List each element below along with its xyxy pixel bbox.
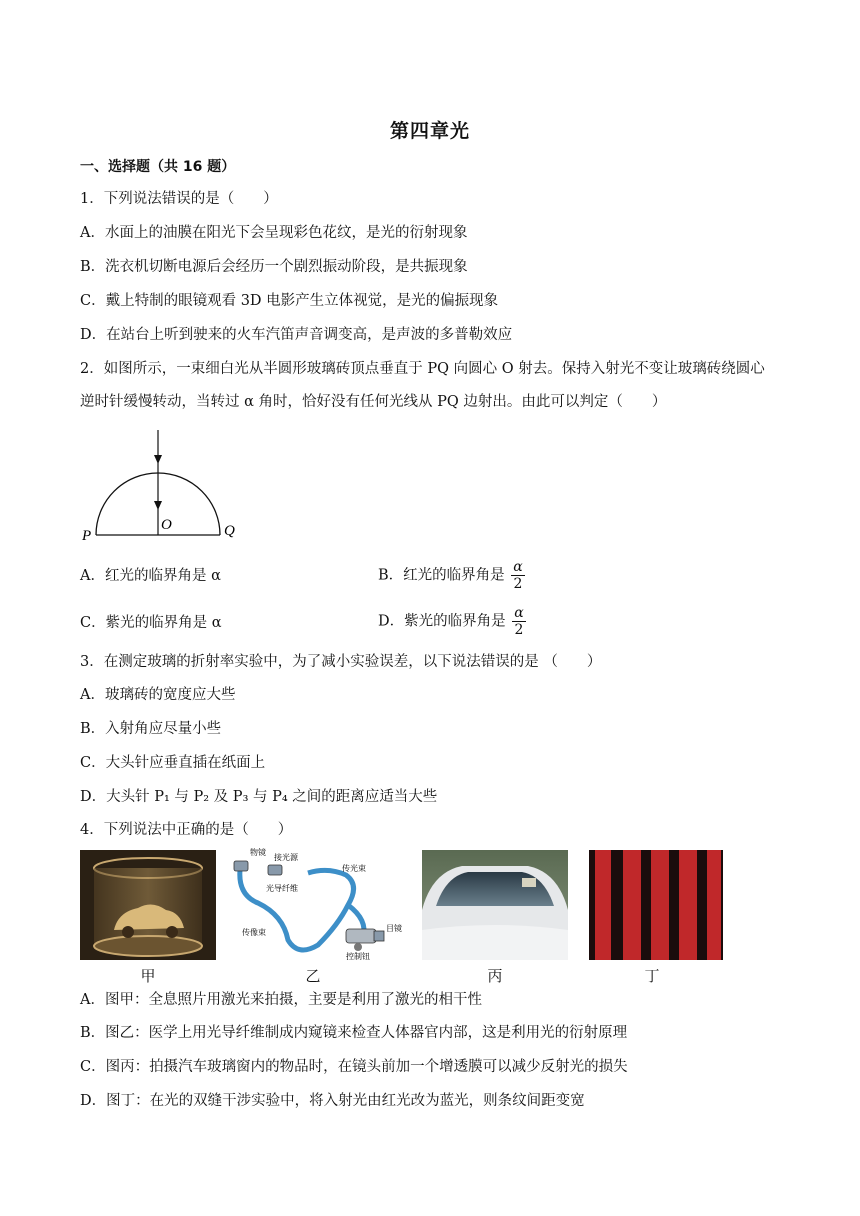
label-light-source: 接光源 <box>274 853 298 862</box>
q3-option-d: D．大头针 P₁ 与 P₂ 及 P₃ 与 P₄ 之间的距离应适当大些 <box>80 789 438 805</box>
q2-option-a: A．红光的临界角是 α <box>80 568 221 584</box>
interference-fringes-image <box>589 850 723 960</box>
q4-stem: 4．下列说法中正确的是（ ） <box>80 822 293 838</box>
ray-arrow-upper <box>154 455 162 464</box>
caption-ding: 丁 <box>644 967 660 985</box>
label-control: 控制钮 <box>346 952 370 960</box>
q3-option-c: C．大头针应垂直插在纸面上 <box>80 755 266 771</box>
light-source-connector-icon <box>268 865 282 875</box>
q4-option-d: D．图丁：在光的双缝干涉实验中，将入射光由红光改为蓝光，则条纹间距变宽 <box>80 1093 585 1109</box>
section-heading: 一、选择题（共 16 题） <box>80 159 236 175</box>
q2-stem-line2: 逆时针缓慢转动，当转过 α 角时，恰好没有任何光线从 PQ 边射出。由此可以判定（ ） <box>80 394 667 410</box>
label-eyepiece: 目镜 <box>386 924 402 933</box>
q1-option-c: C．戴上特制的眼镜观看 3D 电影产生立体视觉，是光的偏振现象 <box>80 293 499 309</box>
hologram-car-illustration <box>80 850 216 960</box>
q2-option-d-text: D．紫光的临界角是 <box>378 613 506 630</box>
objective-lens-icon <box>234 861 248 871</box>
q2-option-b <box>378 559 525 592</box>
page-title: 第四章光 <box>389 120 470 142</box>
q1-option-b: B．洗衣机切断电源后会经历一个剧烈振动阶段，是共振现象 <box>80 259 468 275</box>
alpha-half-fraction <box>512 605 525 638</box>
caption-yi: 乙 <box>305 967 321 985</box>
alpha-half-fraction <box>511 559 524 592</box>
fraction-denominator: 2 <box>514 622 524 638</box>
hologram-photo <box>80 850 216 960</box>
q2-stem-line1: 2．如图所示，一束细白光从半圆形玻璃砖顶点垂直于 PQ 向圆心 O 射去。保持入射光不变让玻璃砖绕圆心 <box>80 361 765 377</box>
label-o: O <box>161 517 172 533</box>
q4-option-b: B．图乙：医学上用光导纤维制成内窥镜来检查人体器官内部，这是利用光的衍射原理 <box>80 1025 628 1041</box>
label-p: P <box>82 528 92 544</box>
car-windshield-photo <box>422 850 568 960</box>
eyepiece-icon <box>374 931 384 941</box>
label-fiber: 光导纤维 <box>266 884 298 893</box>
caption-jia: 甲 <box>140 967 156 985</box>
eyepiece-body-icon <box>346 929 376 943</box>
q1-option-d: D．在站台上听到驶来的火车汽笛声音调变高，是声波的多普勒效应 <box>80 327 513 343</box>
q2-option-c: C．紫光的临界角是 α <box>80 615 222 631</box>
label-light-beam: 传光束 <box>342 864 366 873</box>
q3-stem: 3．在测定玻璃的折射率实验中，为了减小实验误差，以下说法错误的是 （ ） <box>80 654 602 670</box>
q4-option-c: C．图丙：拍摄汽车玻璃窗内的物品时，在镜头前加一个增透膜可以减少反射光的损失 <box>80 1059 628 1075</box>
fraction-numerator: α <box>513 559 523 575</box>
label-objective: 物镜 <box>250 848 266 857</box>
q1-option-a: A．水面上的油膜在阳光下会呈现彩色花纹，是光的衍射现象 <box>80 225 468 241</box>
q2-option-d <box>378 605 526 638</box>
q3-option-b: B．入射角应尽量小些 <box>80 721 222 737</box>
control-knob-icon <box>354 943 362 951</box>
car-illustration <box>422 850 568 960</box>
semicircle-glass-diagram <box>80 426 250 546</box>
q4-option-a: A．图甲：全息照片用激光来拍摄，主要是利用了激光的相干性 <box>80 992 482 1008</box>
q3-option-a: A．玻璃砖的宽度应大些 <box>80 687 236 703</box>
fraction-denominator: 2 <box>513 576 523 592</box>
fraction-numerator: α <box>514 605 524 621</box>
label-q: Q <box>224 523 235 539</box>
ray-arrow-lower <box>154 501 162 510</box>
q1-stem: 1．下列说法错误的是（ ） <box>80 191 278 207</box>
label-image-beam: 传像束 <box>242 928 266 937</box>
fiber-endoscope-diagram <box>228 845 408 960</box>
caption-bing: 丙 <box>487 967 503 985</box>
q2-option-b-text: B．红光的临界角是 <box>378 567 505 584</box>
